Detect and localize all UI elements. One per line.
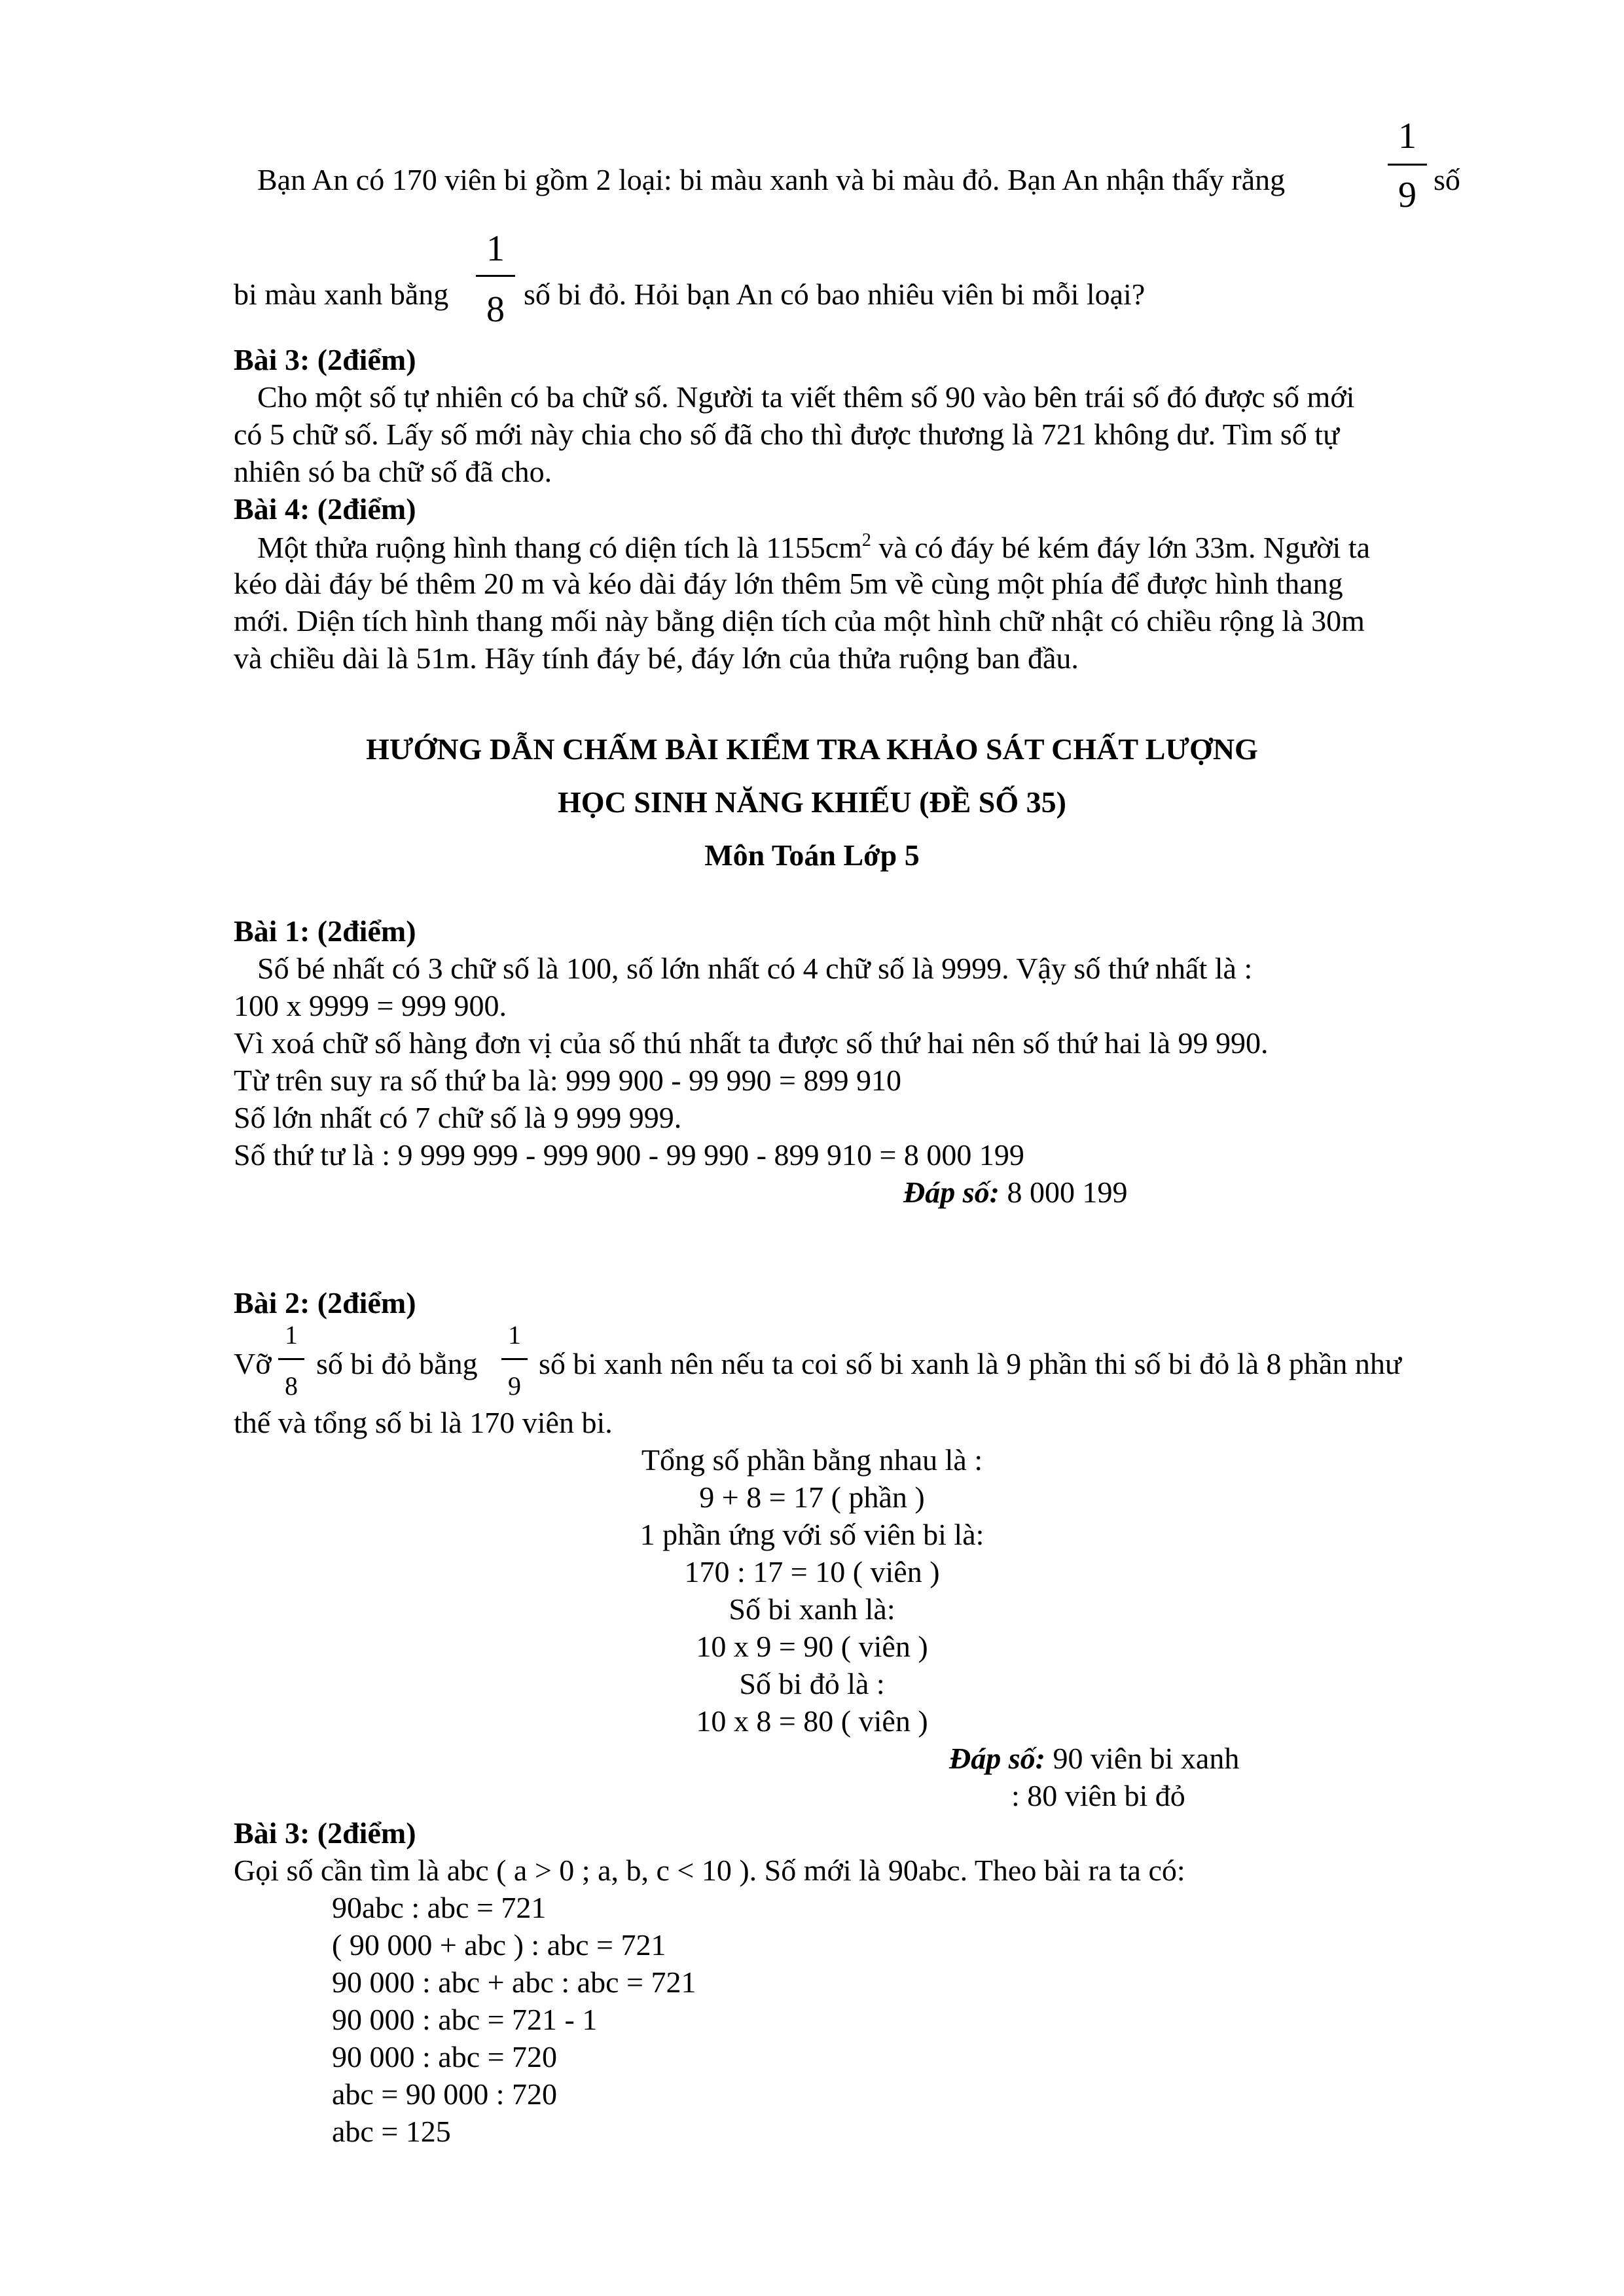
fraction-1-9-denominator: 9 xyxy=(508,1371,521,1401)
fraction-1-8-numerator: 1 xyxy=(285,1320,298,1350)
solution3-step: 90abc : abc = 721 xyxy=(332,1891,547,1924)
guide-heading-3: Môn Toán Lớp 5 xyxy=(704,838,920,872)
fraction-bar xyxy=(501,1358,528,1360)
fraction-1-9-denominator: 9 xyxy=(1398,175,1416,215)
guide-heading-1: HƯỚNG DẪN CHẤM BÀI KIỂM TRA KHẢO SÁT CHẤT LƯỢNG xyxy=(366,732,1258,766)
solution3-step: 90 000 : abc = 720 xyxy=(332,2040,558,2073)
solution1-line: Vì xoá chữ số hàng đơn vị của số thú nhất ta được số thứ hai nên số thứ hai là 99 990. xyxy=(234,1026,1269,1060)
problem4-line: mới. Diện tích hình thang mối này bằng diện tích của một hình chữ nhật có chiều rộng là 30m xyxy=(234,604,1365,637)
solution2-step: Số bi xanh là: xyxy=(729,1592,895,1626)
guide-heading-2: HỌC SINH NĂNG KHIẾU (ĐỀ SỐ 35) xyxy=(558,785,1066,819)
solution2-step: Số bi đỏ là : xyxy=(739,1667,885,1700)
solution3-step: 90 000 : abc = 721 - 1 xyxy=(332,2003,598,2036)
problem4-line: và chiều dài là 51m. Hãy tính đáy bé, đáy lớn của thửa ruộng ban đầu. xyxy=(234,641,1079,675)
solution1-line: Từ trên suy ra số thứ ba là: 999 900 - 99 990 = 899 910 xyxy=(234,1064,901,1097)
solution2-title: Bài 2: (2điểm) xyxy=(234,1286,416,1319)
fraction-1-9-numerator: 1 xyxy=(1398,116,1416,156)
solution2-step: 170 : 17 = 10 ( viên ) xyxy=(684,1555,940,1588)
solution2-step: 1 phần ứng với số viên bi là: xyxy=(640,1518,984,1551)
problem3-title: Bài 3: (2điểm) xyxy=(234,343,416,376)
fraction-bar xyxy=(476,275,515,277)
fraction-bar xyxy=(1388,164,1427,166)
answer-value: 90 viên bi xanh xyxy=(1053,1742,1240,1775)
solution2-step: 10 x 8 = 80 ( viên ) xyxy=(696,1704,928,1738)
answer-label: Đáp số: xyxy=(949,1742,1045,1775)
solution2-answer xyxy=(949,1744,1239,1774)
problem3-line: nhiên só ba chữ số đã cho. xyxy=(234,455,552,488)
solution3-step: abc = 125 xyxy=(332,2115,451,2148)
solution1-line: Số lớn nhất có 7 chữ số là 9 999 999. xyxy=(234,1101,682,1134)
fraction-1-8-denominator: 8 xyxy=(486,289,505,330)
solution2-step: 9 + 8 = 17 ( phần ) xyxy=(699,1480,925,1514)
solution3-step: 90 000 : abc + abc : abc = 721 xyxy=(332,1965,696,1999)
fraction-1-9-numerator: 1 xyxy=(508,1320,521,1350)
answer-value: 8 000 199 xyxy=(1007,1175,1128,1209)
solution2-step: Tổng số phần bằng nhau là : xyxy=(641,1443,983,1477)
solution2-step: 10 x 9 = 90 ( viên ) xyxy=(696,1630,928,1663)
problem4-line: kéo dài đáy bé thêm 20 m và kéo dài đáy lớn thêm 5m về cùng một phía để được hình thang xyxy=(234,567,1343,600)
solution2-line1-end: số bi xanh nên nếu ta coi số bi xanh là 9 phần thi số bi đỏ là 8 phần như xyxy=(539,1347,1401,1380)
fraction-bar xyxy=(278,1358,304,1360)
solution1-title: Bài 1: (2điểm) xyxy=(234,914,416,948)
solution3-title: Bài 3: (2điểm) xyxy=(234,1816,416,1850)
solution1-answer xyxy=(903,1177,1127,1208)
answer-label: Đáp số: xyxy=(903,1175,1000,1209)
solution2-line1-middle: số bi đỏ bằng xyxy=(316,1347,478,1380)
problem3-line: có 5 chữ số. Lấy số mới này chia cho số đã cho thì được thương là 721 không dư. Tìm số tự xyxy=(234,418,1339,451)
problem2-line1-end: số xyxy=(1434,163,1460,196)
problem4-title: Bài 4: (2điểm) xyxy=(234,492,416,526)
problem2-line1: Bạn An có 170 viên bi gồm 2 loại: bi màu xanh và bi màu đỏ. Bạn An nhận thấy rằng xyxy=(257,163,1286,196)
solution1-line: Số thứ tư là : 9 999 999 - 999 900 - 99 990 - 899 910 = 8 000 199 xyxy=(234,1138,1024,1172)
solution3-step: abc = 90 000 : 720 xyxy=(332,2077,558,2111)
solution1-line: Số bé nhất có 3 chữ số là 100, số lớn nhất có 4 chữ số là 9999. Vậy số thứ nhất là : xyxy=(257,952,1253,985)
problem3-line: Cho một số tự nhiên có ba chữ số. Người ta viết thêm số 90 vào bên trái số đó được số mới xyxy=(257,380,1355,414)
fraction-1-8-denominator: 8 xyxy=(285,1371,298,1401)
solution2-line1-start: Vỡ xyxy=(234,1347,272,1380)
problem4-line1: Một thửa ruộng hình thang có diện tích là $1155cm^2$ và có đáy bé kém đáy lớn 33m. Người ta xyxy=(257,530,1371,564)
problem2-line2-end: số bi đỏ. Hỏi bạn An có bao nhiêu viên bi mỗi loại? xyxy=(524,278,1146,311)
solution2-line2: thế và tổng số bi là 170 viên bi. xyxy=(234,1406,613,1439)
solution3-intro: Gọi số cần tìm là abc ( a > 0 ; a, b, c < 10 ). Số mới là 90abc. Theo bài ra ta có: xyxy=(234,1854,1185,1887)
solution3-step: ( 90 000 + abc ) : abc = 721 xyxy=(332,1928,666,1962)
solution2-answer-line2: : 80 viên bi đỏ xyxy=(1011,1779,1185,1812)
solution1-line: 100 x 9999 = 999 900. xyxy=(234,989,507,1022)
problem2-line2-start: bi màu xanh bằng xyxy=(234,278,449,311)
fraction-1-8-numerator: 1 xyxy=(486,228,505,269)
